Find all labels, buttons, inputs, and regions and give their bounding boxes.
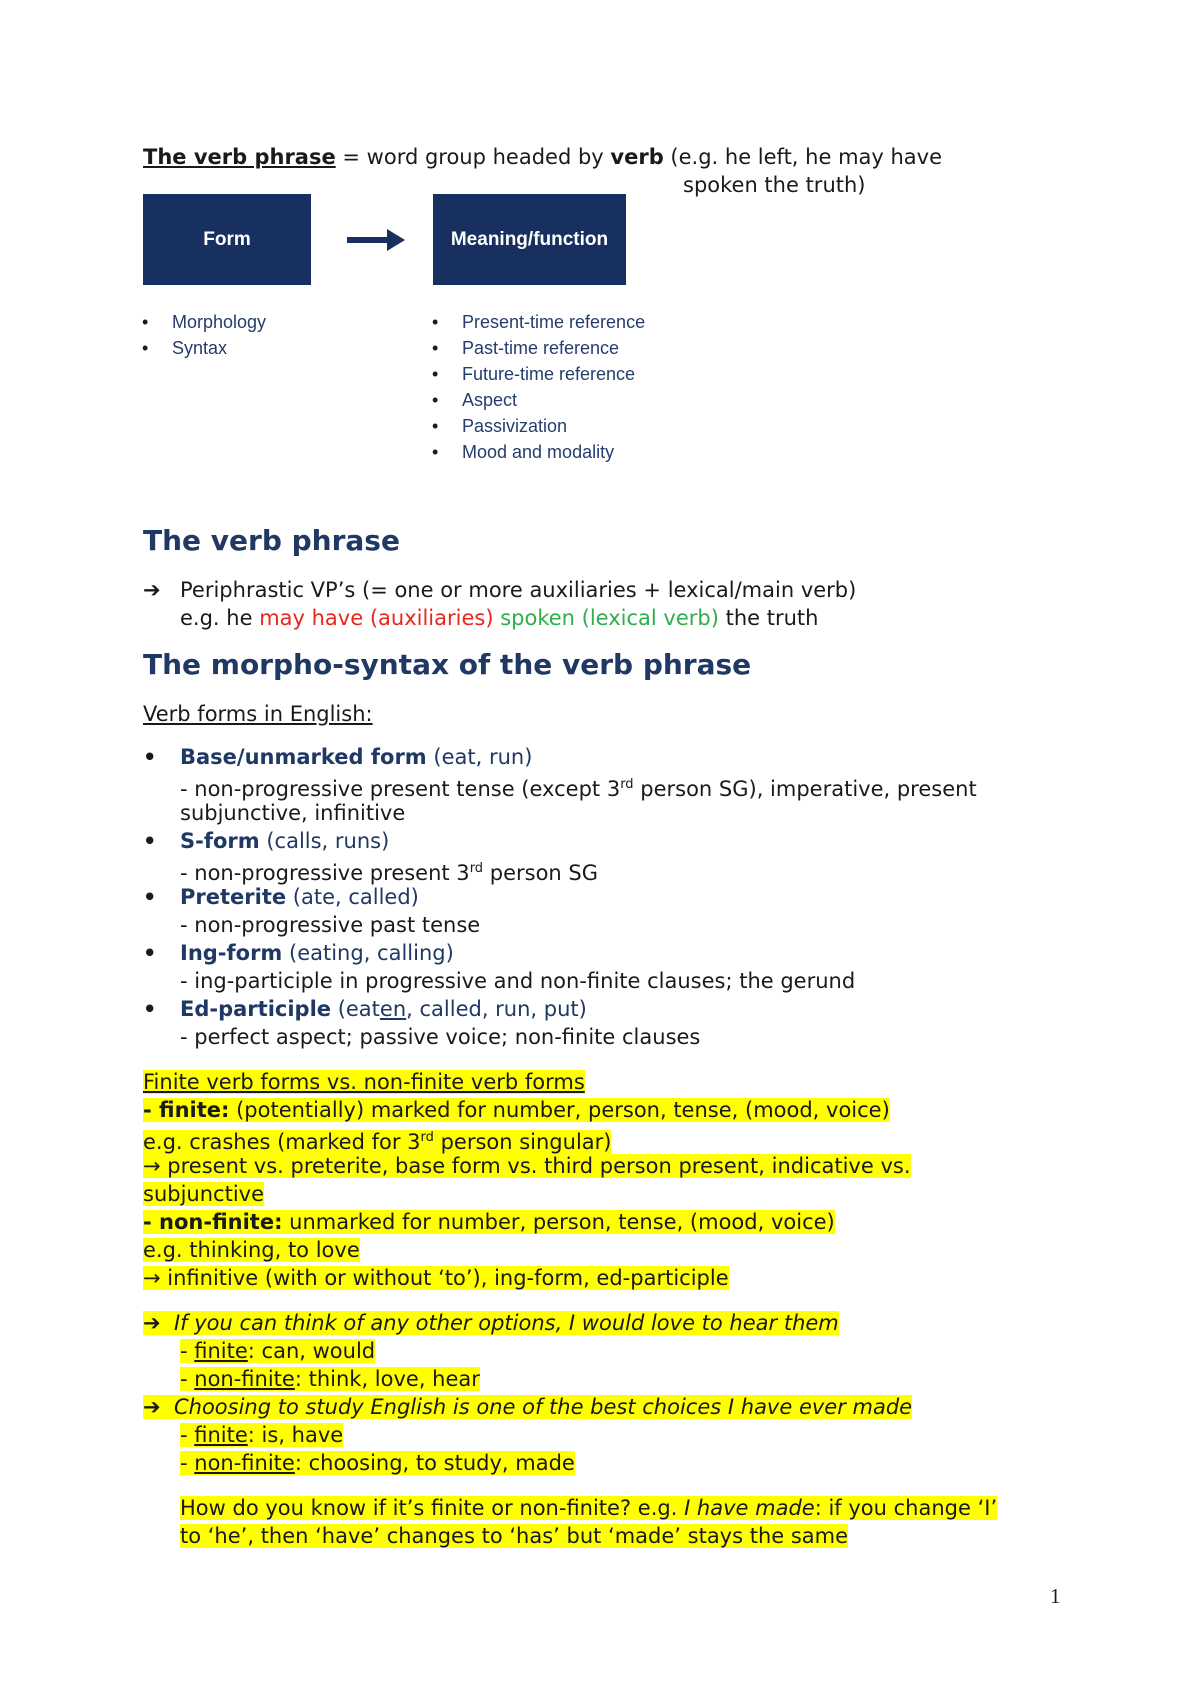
bullet: • [143, 941, 157, 965]
form-name: S-form [180, 829, 260, 853]
form-desc: - non-progressive past tense [180, 913, 481, 937]
note-text: to ‘he’, then ‘have’ changes to ‘has’ but ‘made’ stays the same [180, 1524, 849, 1548]
finite-text: (potentially) marked for number, person, tense, (mood, voice) [229, 1098, 890, 1122]
form-example: (eating, calling) [282, 941, 454, 965]
form-name: Ed-participle [180, 997, 332, 1021]
periphrastic-text: Periphrastic VP’s (= one or more auxiliaries + lexical/main verb) [180, 578, 857, 602]
example-prefix: e.g. he [180, 606, 260, 630]
form-example: , called, run, put) [406, 997, 587, 1021]
arrow-icon: ➔ [143, 1395, 161, 1419]
form-s [180, 827, 389, 855]
meaning-list [432, 309, 645, 465]
form-item-syntax: • Syntax [142, 335, 266, 361]
nonfinite-term: non-finite [194, 1367, 295, 1391]
desc-text: - non-progressive present tense (except 3 [180, 777, 621, 801]
form-name: Ing-form [180, 941, 283, 965]
example-suffix: the truth [718, 606, 819, 630]
desc-text: person SG [483, 861, 598, 885]
finite-label: - finite: [143, 1098, 230, 1122]
note-line-1 [180, 1494, 997, 1522]
nonfinite-example [143, 1236, 360, 1264]
meaning-box [433, 194, 626, 285]
dash: - [180, 1451, 195, 1475]
intro-line [143, 143, 942, 171]
periphrastic-example [180, 604, 818, 632]
nonfinite-line [143, 1208, 835, 1236]
intro-bold: verb [610, 145, 664, 169]
finite-line [143, 1096, 890, 1124]
q1-nonfinite [180, 1365, 480, 1393]
form-example: (eat [331, 997, 380, 1021]
question-2 [143, 1393, 912, 1421]
form-ed [180, 995, 587, 1023]
finite-contrast-text: present vs. preterite, base form vs. third person present, indicative vs. [160, 1154, 911, 1178]
form-example: (eat, run) [426, 745, 533, 769]
finite-example-sup: rd [420, 1130, 434, 1145]
form-base [180, 743, 532, 771]
nonfinite-term: non-finite [194, 1451, 295, 1475]
form-example: (ate, called) [286, 885, 419, 909]
dash: - [180, 1367, 195, 1391]
desc-text: person SG), imperative, present [633, 777, 977, 801]
verb-forms-subheading: Verb forms in English: [143, 702, 373, 726]
form-item-morphology: • Morphology [142, 309, 266, 335]
meaning-item: • Aspect [432, 387, 645, 413]
q2-finite-text: : is, have [247, 1423, 344, 1447]
dash: - [180, 1423, 195, 1447]
meaning-box-label: Meaning/function [450, 228, 609, 250]
arrow-icon: ➔ [143, 1311, 161, 1335]
form-desc [180, 855, 598, 883]
q1-finite-text: : can, would [247, 1339, 376, 1363]
form-desc: - ing-participle in progressive and non-finite clauses; the gerund [180, 969, 856, 993]
finite-contrast-text: subjunctive [143, 1182, 264, 1206]
form-desc-2: subjunctive, infinitive [180, 801, 406, 825]
form-example: (calls, runs) [259, 829, 390, 853]
note-text: : if you change ‘I’ [814, 1496, 998, 1520]
intro-term: The verb phrase [143, 145, 336, 169]
form-name: Preterite [180, 885, 287, 909]
question-1 [143, 1309, 839, 1337]
arrow-icon: → [143, 1266, 161, 1290]
form-desc: - perfect aspect; passive voice; non-finite clauses [180, 1025, 701, 1049]
nonfinite-example-text: e.g. thinking, to love [143, 1238, 360, 1262]
bullet: • [143, 885, 157, 909]
finite-example-text: e.g. crashes (marked for 3 [143, 1130, 421, 1154]
arrow-icon: ➔ [143, 578, 161, 602]
finite-contrast-2 [143, 1180, 264, 1208]
desc-sup: rd [469, 861, 484, 876]
nonfinite-text: unmarked for number, person, tense, (mood, voice) [282, 1210, 835, 1234]
finite-title-text: Finite verb forms vs. non-finite verb forms [143, 1070, 585, 1094]
arrow-icon: → [143, 1154, 161, 1178]
intro-text-2: (e.g. he left, he may have [663, 145, 943, 169]
q1-nonfinite-text: : think, love, hear [294, 1367, 480, 1391]
meaning-item: • Passivization [432, 413, 645, 439]
finite-example-text: person singular) [433, 1130, 612, 1154]
question-2-text: Choosing to study English is one of the best choices I have ever made [173, 1395, 913, 1419]
section-heading-morpho-syntax: The morpho-syntax of the verb phrase [143, 648, 752, 681]
nonfinite-label: - non-finite: [143, 1210, 283, 1234]
nonfinite-forms-text: infinitive (with or without ‘to’), ing-form, ed-participle [160, 1266, 729, 1290]
dash: - [180, 1339, 195, 1363]
bullet: • [143, 997, 157, 1021]
bullet: • [143, 745, 157, 769]
meaning-item: • Mood and modality [432, 439, 645, 465]
desc-sup: rd [620, 777, 634, 792]
q2-nonfinite-text: : choosing, to study, made [294, 1451, 575, 1475]
q2-nonfinite [180, 1449, 575, 1477]
form-example-underlined: en [379, 997, 407, 1021]
meaning-item: • Future-time reference [432, 361, 645, 387]
intro-text: = word group headed by [335, 145, 611, 169]
section-heading-verb-phrase: The verb phrase [143, 524, 400, 557]
bullet: • [143, 829, 157, 853]
note-italic: I have made [684, 1496, 815, 1520]
finite-term: finite [194, 1339, 248, 1363]
form-ing [180, 939, 454, 967]
q1-finite [180, 1337, 375, 1365]
meaning-item: • Past-time reference [432, 335, 645, 361]
page-number: 1 [1050, 1584, 1061, 1608]
finite-term: finite [194, 1423, 248, 1447]
form-preterite [180, 883, 419, 911]
finite-contrast [143, 1152, 911, 1180]
note-line-2 [180, 1522, 848, 1550]
form-name: Base/unmarked form [180, 745, 427, 769]
example-lexical: spoken (lexical verb) [500, 606, 719, 630]
desc-text: - non-progressive present 3 [180, 861, 470, 885]
finite-title [143, 1068, 585, 1096]
meaning-item: • Present-time reference [432, 309, 645, 335]
nonfinite-forms [143, 1264, 729, 1292]
note-text: How do you know if it’s finite or non-finite? e.g. [180, 1496, 685, 1520]
question-1-text: If you can think of any other options, I would love to hear them [173, 1311, 839, 1335]
form-desc [180, 771, 977, 799]
q2-finite [180, 1421, 343, 1449]
intro-continuation: spoken the truth) [683, 173, 866, 197]
example-auxiliaries: may have (auxiliaries) [259, 606, 494, 630]
form-box-label: Form [203, 228, 251, 250]
form-box [143, 194, 311, 285]
periphrastic-line [143, 576, 161, 604]
arrow-right-icon [347, 229, 405, 251]
finite-example [143, 1124, 611, 1152]
form-list [142, 309, 266, 361]
